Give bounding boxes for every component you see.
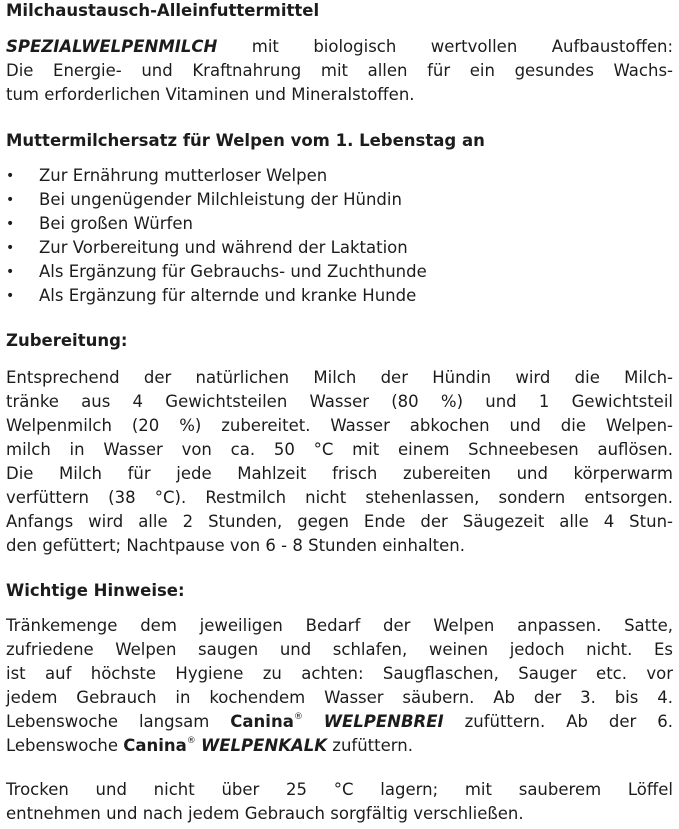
notes-line: zufriedene Welpen saugen und schlafen, weinen jedoch nicht. Es [6,640,673,659]
list-item: • Bei großen Würfen [6,212,673,236]
preparation-line: verfüttern (38 °C). Restmilch nicht stehenlassen, sondern entsorgen. [6,488,673,507]
bullet-icon: • [6,216,15,232]
preparation-line: milch in Wasser von ca. 50 °C mit einem Schneebesen auflösen. [6,440,673,459]
registered-mark: ® [293,712,303,722]
storage-line: entnehmen und nach jedem Gebrauch sorgfältig verschließen. [6,804,524,823]
preparation-line: tränke aus 4 Gewichtsteilen Wasser (80 %) und 1 Gewichtsteil [6,392,673,411]
list-item: • Zur Vorbereitung und während der Laktation [6,236,673,260]
preparation-line: Anfangs wird alle 2 Stunden, gegen Ende der Säugezeit alle 4 Stun- [6,512,673,531]
preparation-line: Entsprechend der natürlichen Milch der Hündin wird die Milch- [6,368,673,387]
brand-name: Canina [123,736,187,755]
storage-paragraph [6,778,673,826]
intro-paragraph [6,35,673,107]
notes-line: Tränkemenge dem jeweiligen Bedarf der Welpen anpassen. Satte, [6,616,673,635]
notes-line: Lebenswoche Canina® WELPENKALK zufüttern. [6,736,413,755]
bullet-icon: • [6,240,15,256]
notes-line: ist auf höchste Hygiene zu achten: Saugflaschen, Sauger etc. vor [6,664,673,683]
registered-mark: ® [186,736,196,746]
intro-line-1: SPEZIALWELPENMILCH mit biologisch wertvollen Aufbaustoffen: [6,37,673,56]
product-name: WELPENBREI [323,712,444,731]
preparation-paragraph [6,366,673,558]
usage-list [6,164,673,308]
notes-line: Lebenswoche langsam Canina® WELPENBREI zufüttern. Ab der 6. [6,712,673,731]
product-name: WELPENKALK [201,736,328,755]
heading-preparation: Zubereitung: [6,331,128,350]
list-item: • Als Ergänzung für Gebrauchs- und Zuchthunde [6,260,673,284]
bullet-icon: • [6,168,15,184]
heading-important-notes: Wichtige Hinweise: [6,581,185,600]
bullet-icon: • [6,288,15,304]
heading-milk-replacer: Muttermilchersatz für Welpen vom 1. Lebenstag an [6,131,485,150]
list-item: • Bei ungenügender Milchleistung der Hündin [6,188,673,212]
bullet-icon: • [6,264,15,280]
list-item: • Zur Ernährung mutterloser Welpen [6,164,673,188]
notes-paragraph [6,614,673,758]
notes-line: jedem Gebrauch in kochendem Wasser säubern. Ab der 3. bis 4. [6,688,673,707]
intro-line-3: tum erforderlichen Vitaminen und Mineralstoffen. [6,85,415,104]
brand-name: Canina [230,712,294,731]
preparation-line: Welpenmilch (20 %) zubereitet. Wasser abkochen und die Welpen- [6,416,673,435]
preparation-line: den gefüttert; Nachtpause von 6 - 8 Stunden einhalten. [6,536,465,555]
preparation-line: Die Milch für jede Mahlzeit frisch zubereiten und körperwarm [6,464,673,483]
storage-line: Trocken und nicht über 25 °C lagern; mit sauberem Löffel [6,780,673,799]
intro-line-2: Die Energie- und Kraftnahrung mit allen für ein gesundes Wachs- [6,61,673,80]
list-item: • Als Ergänzung für alternde und kranke Hunde [6,284,673,308]
product-name: SPEZIALWELPENMILCH [6,37,218,56]
heading-feed-type: Milchaustausch-Alleinfuttermittel [6,1,320,20]
bullet-icon: • [6,192,15,208]
